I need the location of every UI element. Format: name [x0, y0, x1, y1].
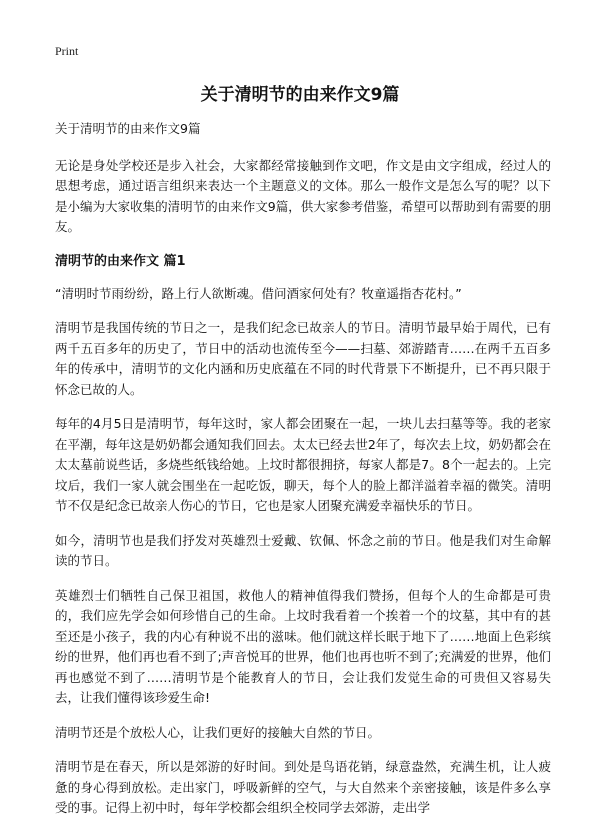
paragraph: 如今，清明节也是我们抒发对英雄烈士爱戴、钦佩、怀念之前的节日。他是我们对生命解读的节日。: [55, 532, 551, 568]
intro-paragraph: 无论是身处学校还是步入社会，大家都经常接触到作文吧，作文是由文字组成，经过人的思想考虑，通过语言组织来表达一个主题意义的文体。那么一般作文是怎么写的呢？以下是小编为大家收集的清明节的由来作文9篇，供大家参考借鉴，希望可以帮助到有需要的朋友。: [55, 157, 551, 234]
article-body: [55, 119, 551, 833]
section-heading: 清明节的由来作文 篇1: [55, 253, 186, 269]
paragraph: 清明节是在春天，所以是郊游的好时间。到处是鸟语花销，绿意盎然，充满生机，让人疲惫的身心得到放松。走出家门，呼吸新鲜的空气，与大自然来个亲密接触，该是件多么享受的事。记得上初中时，每年学校都会组织全校同学去郊游，走出学: [55, 759, 551, 815]
paragraph: 英雄烈士们牺牲自己保卫祖国，救他人的精神值得我们赞扬，但每个人的生命都是可贵的，我们应先学会如何珍惜自己的生命。上坟时我看着一个挨着一个的坟墓，其中有的甚至还是小孩子，我的内心有种说不出的滋味。他们就这样长眠于地下了……地面上色彩缤纷的世界，他们再也看不到了;声音悦耳的世界，他们也再也听不到了;充满爱的世界，他们再也感觉不到了……清明节是个能教育人的节日，会让我们发觉生命的可贵但又容易失去，让我们懂得该珍爱生命!: [55, 587, 551, 705]
page-title: 关于清明节的由来作文9篇: [200, 85, 400, 105]
paragraph: 清明节还是个放松人心，让我们更好的接触大自然的节日。: [55, 724, 381, 740]
paragraph: 清明节是我国传统的节日之一，是我们纪念已故亲人的节日。清明节最早始于周代，已有两千五百多年的历史了，节日中的活动也流传至今——扫墓、郊游踏青……在两千五百多年的传承中，清明节的文化内涵和历史底蕴在不同的时代背景下不断提升，已不再只限于怀念已故的人。: [55, 320, 551, 397]
article-subtitle: 关于清明节的由来作文9篇: [55, 121, 201, 136]
paragraph: 每年的4月5日是清明节，每年这时，家人都会团聚在一起，一块儿去扫墓等等。我的老家在平潮，每年这是奶奶都会通知我们回去。太太已经去世2年了，每次去上坟，奶奶都会在太太墓前说些话，多烧些纸钱给她。上坟时都很拥挤，每家人都是7。8个一起去的。上完坟后，我们一家人就会围坐在一起吃饭，聊天，每个人的脸上都洋溢着幸福的微笑。清明节不仅是纪念已故亲人伤心的节日，它也是家人团聚充满爱幸福快乐的节日。: [55, 416, 551, 513]
poem-quote: “清明时节雨纷纷，路上行人欲断魂。借问酒家何处有？牧童遥指杏花村。”: [55, 285, 462, 301]
print-link[interactable]: Print: [55, 44, 79, 58]
